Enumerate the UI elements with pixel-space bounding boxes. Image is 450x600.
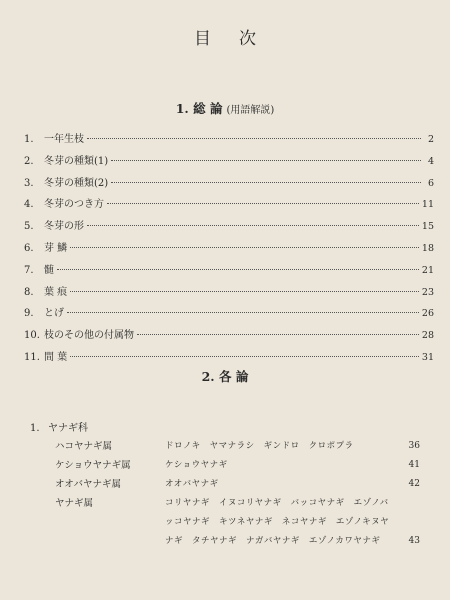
toc-label: 間 葉 [44,351,68,363]
toc-number: 4. [24,199,34,211]
leader-dots [87,225,419,226]
genus-name: ハコヤナギ属 [55,441,113,452]
species-continuation [55,532,420,551]
toc-label: 葉 痕 [44,286,68,298]
toc-number: 2. [24,155,34,167]
toc-page-number: 23 [421,286,434,298]
family-name: ヤナギ科 [48,423,88,434]
toc-label: 冬芽の種類(1) [44,155,109,167]
section-heading-text: 1. 総 論 [175,101,223,116]
toc-page-number: 31 [421,351,434,363]
species-list: ッコヤナギ キツネヤナギ ネコヤナギ エゾノキヌヤ [165,517,390,527]
toc-page-number: 6 [427,177,434,189]
toc-entry[interactable] [24,195,434,217]
toc-label: 冬芽の形 [44,221,84,233]
toc-label: 枝のその他の付属物 [44,330,134,342]
section-heading-general [0,99,450,117]
toc-page-number: 28 [421,330,434,342]
toc-number: 7. [24,264,34,276]
genus-row[interactable] [55,475,420,494]
species-list: ドロノキ ヤマナラシ ギンドロ クロポプラ [165,441,354,451]
leader-dots [70,291,419,292]
toc-number: 6. [24,242,34,254]
toc-page-number: 2 [427,134,434,145]
toc-page-number: 4 [427,155,434,167]
leader-dots [107,203,419,204]
toc-page-number: 15 [421,221,434,233]
toc-page-number: 21 [421,264,434,276]
genus-page-number: 41 [408,460,420,470]
genus-page-number: 42 [408,479,420,489]
section-heading-specific: 2. 各 論 [201,369,249,384]
toc-entry[interactable] [24,130,434,152]
genus-row[interactable] [55,456,420,475]
genus-page-number: 36 [408,441,420,451]
toc-page-number: 18 [421,242,434,254]
genus-name: ヤナギ属 [55,498,94,509]
toc-page-number: 11 [421,199,434,211]
toc-label: 冬芽の種類(2) [44,177,109,189]
toc-entry[interactable] [24,174,434,196]
leader-dots [57,269,419,270]
toc-entry[interactable] [24,261,434,283]
leader-dots [111,182,421,183]
genera-list [55,437,420,551]
leader-dots [70,356,419,357]
toc-number: 3. [24,177,34,189]
toc-page-number: 26 [421,308,434,320]
toc-number: 5. [24,221,34,233]
leader-dots [111,160,421,161]
toc-entry[interactable] [24,304,434,326]
family-number: 1. [30,423,40,434]
species-list: ケショウヤナギ [165,460,228,470]
leader-dots [87,138,421,139]
toc-number: 1. [24,134,34,145]
species-list: コリヤナギ イヌコリヤナギ バッコヤナギ エゾノバ [165,498,389,508]
section-subtitle: (用語解説) [226,105,275,116]
species-list: ナギ タチヤナギ ナガバヤナギ エゾノカワヤナギ [165,536,381,546]
toc-entry[interactable] [24,326,434,348]
genus-row[interactable] [55,494,420,513]
toc-number: 8. [24,286,34,298]
toc-number: 9. [24,308,34,320]
toc-number: 11. [24,351,40,363]
toc-label: 一年生枝 [44,134,84,145]
genus-page-number [396,494,420,513]
page-title: 目次 [194,29,284,49]
leader-dots [137,334,419,335]
toc-label: とげ [44,308,64,320]
genus-page-number [396,513,420,532]
toc-label: 芽 鱗 [44,242,68,254]
toc-number: 10. [24,330,40,342]
toc-list [24,130,434,370]
leader-dots [67,312,419,313]
toc-label: 冬芽のつき方 [44,199,104,211]
toc-entry[interactable] [24,239,434,261]
toc-label: 髄 [44,264,54,276]
leader-dots [70,247,419,248]
family-heading[interactable] [30,419,88,434]
genus-name: オオバヤナギ属 [55,479,122,490]
genus-row[interactable] [55,437,420,456]
species-continuation [55,513,420,532]
toc-entry[interactable] [24,217,434,239]
toc-entry[interactable] [24,283,434,305]
genus-page-number: 43 [408,536,420,546]
toc-entry[interactable] [24,152,434,174]
species-list: オオバヤナギ [165,479,219,489]
genus-name: ケショウヤナギ属 [55,460,131,471]
